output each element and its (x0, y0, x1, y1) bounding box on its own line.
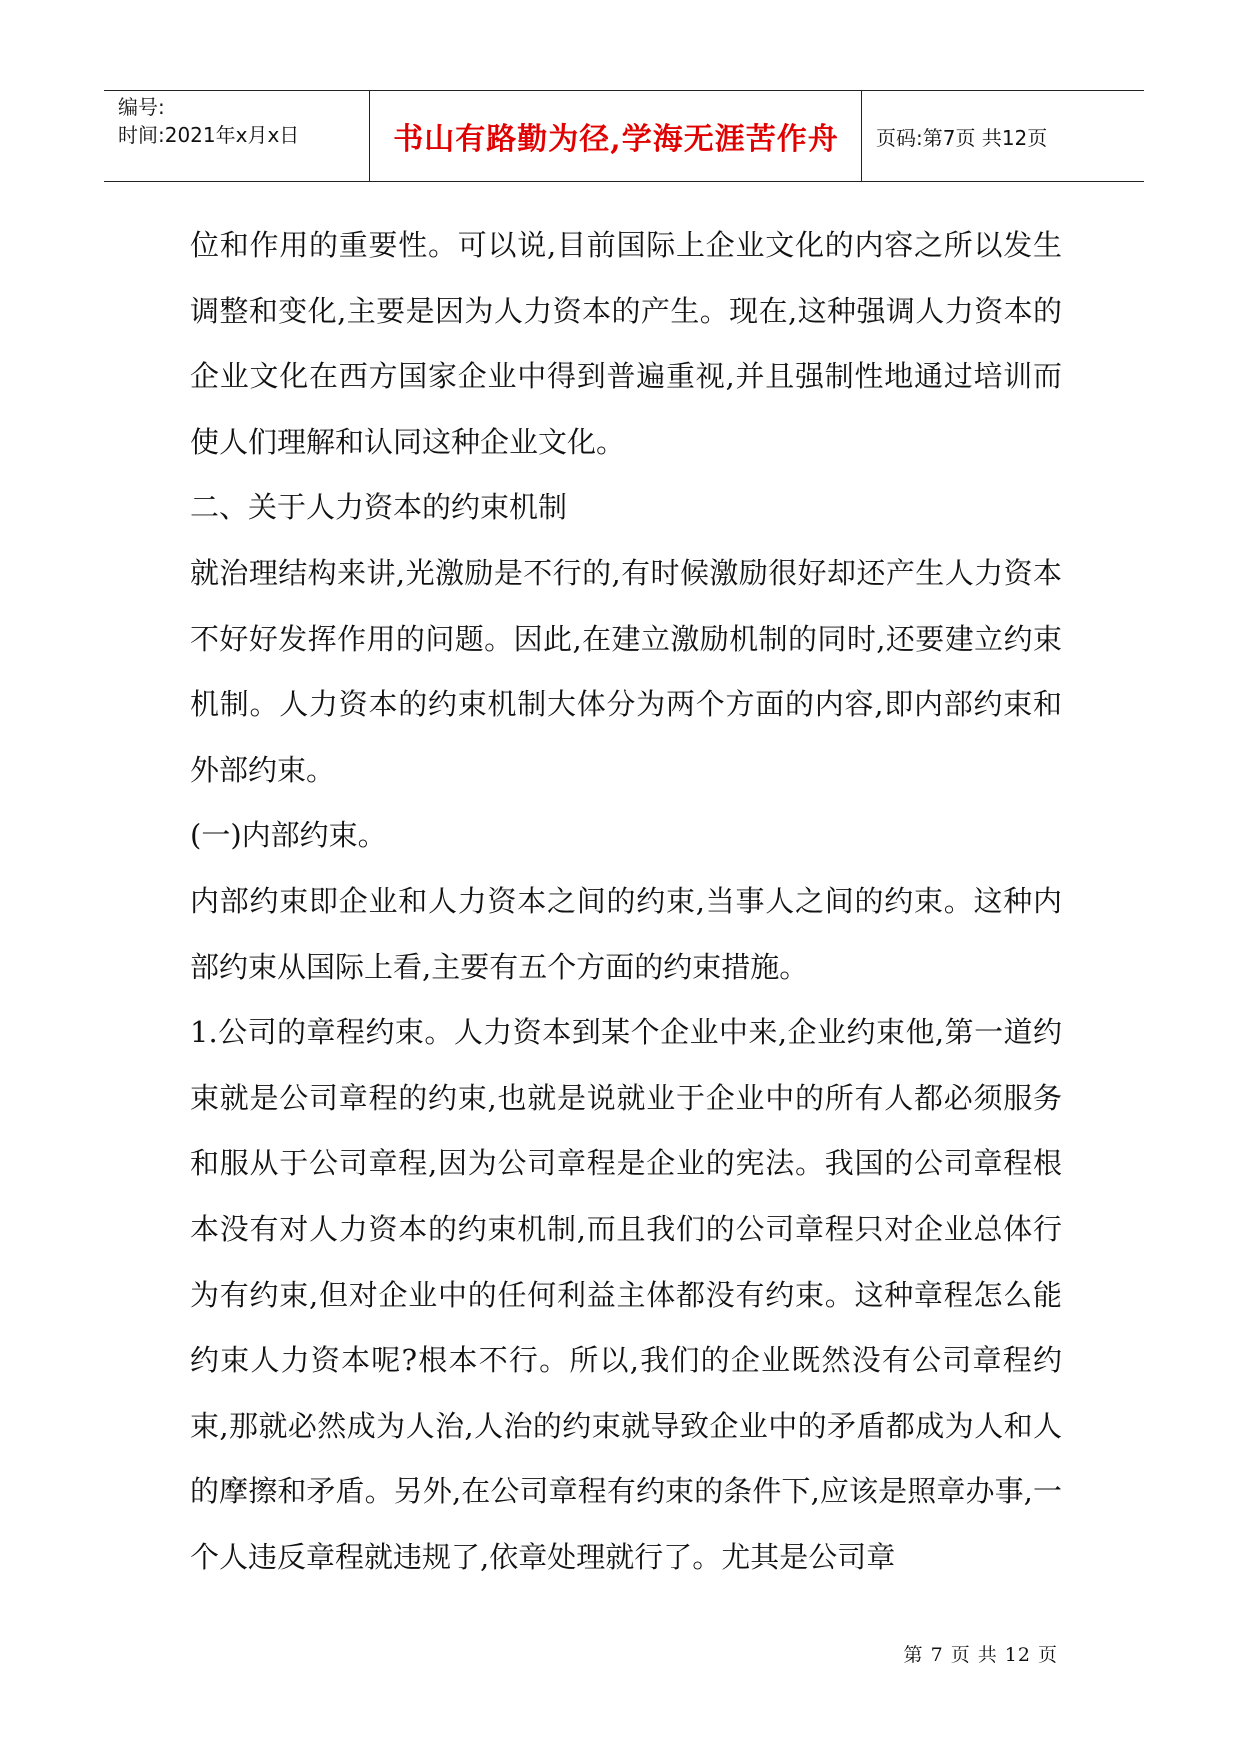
document-time-label: 时间:2021年x月x日 (118, 123, 300, 147)
header-meta (118, 91, 368, 181)
header-divider-left (369, 91, 370, 181)
body-paragraph: 就治理结构来讲,光激励是不行的,有时候激励很好却还产生人力资本不好好发挥作用的问题。因此,在建立激励机制的同时,还要建立约束机制。人力资本的约束机制大体分为两个方面的内容,即内部约束和外部约束。 (190, 555, 1062, 787)
document-body (190, 213, 1062, 1590)
subsection-heading: (一)内部约束。 (190, 818, 387, 853)
document-number-label: 编号: (118, 95, 165, 119)
page-header (104, 90, 1144, 182)
header-motto: 书山有路勤为径,学海无涯苦作舟 (393, 122, 839, 157)
header-page-info: 页码:第7页 共12页 (876, 125, 1048, 150)
header-divider-right (861, 91, 862, 181)
page-footer: 第 7 页 共 12 页 (903, 1644, 1058, 1666)
body-paragraph: 1.公司的章程约束。人力资本到某个企业中来,企业约束他,第一道约束就是公司章程的约束,也就是说就业于企业中的所有人都必须服务和服从于公司章程,因为公司章程是企业的宪法。我国的公司章程根本没有对人力资本的约束机制,而且我们的公司章程只对企业总体行为有约束,但对企业中的任何利益主体都没有约束。这种章程怎么能约束人力资本呢?根本不行。所以,我们的企业既然没有公司章程约束,那就必然成为人治,人治的约束就导致企业中的矛盾都成为人和人的摩擦和矛盾。另外,在公司章程有约束的条件下,应该是照章办事,一个人违反章程就违规了,依章处理就行了。尤其是公司章 (190, 1015, 1062, 1574)
section-heading: 二、关于人力资本的约束机制 (190, 490, 568, 525)
body-paragraph: 内部约束即企业和人力资本之间的约束,当事人之间的约束。这种内部约束从国际上看,主要有五个方面的约束措施。 (190, 883, 1062, 984)
body-paragraph: 位和作用的重要性。可以说,目前国际上企业文化的内容之所以发生调整和变化,主要是因为人力资本的产生。现在,这种强调人力资本的企业文化在西方国家企业中得到普遍重视,并且强制性地通过培训而使人们理解和认同这种企业文化。 (190, 228, 1062, 459)
